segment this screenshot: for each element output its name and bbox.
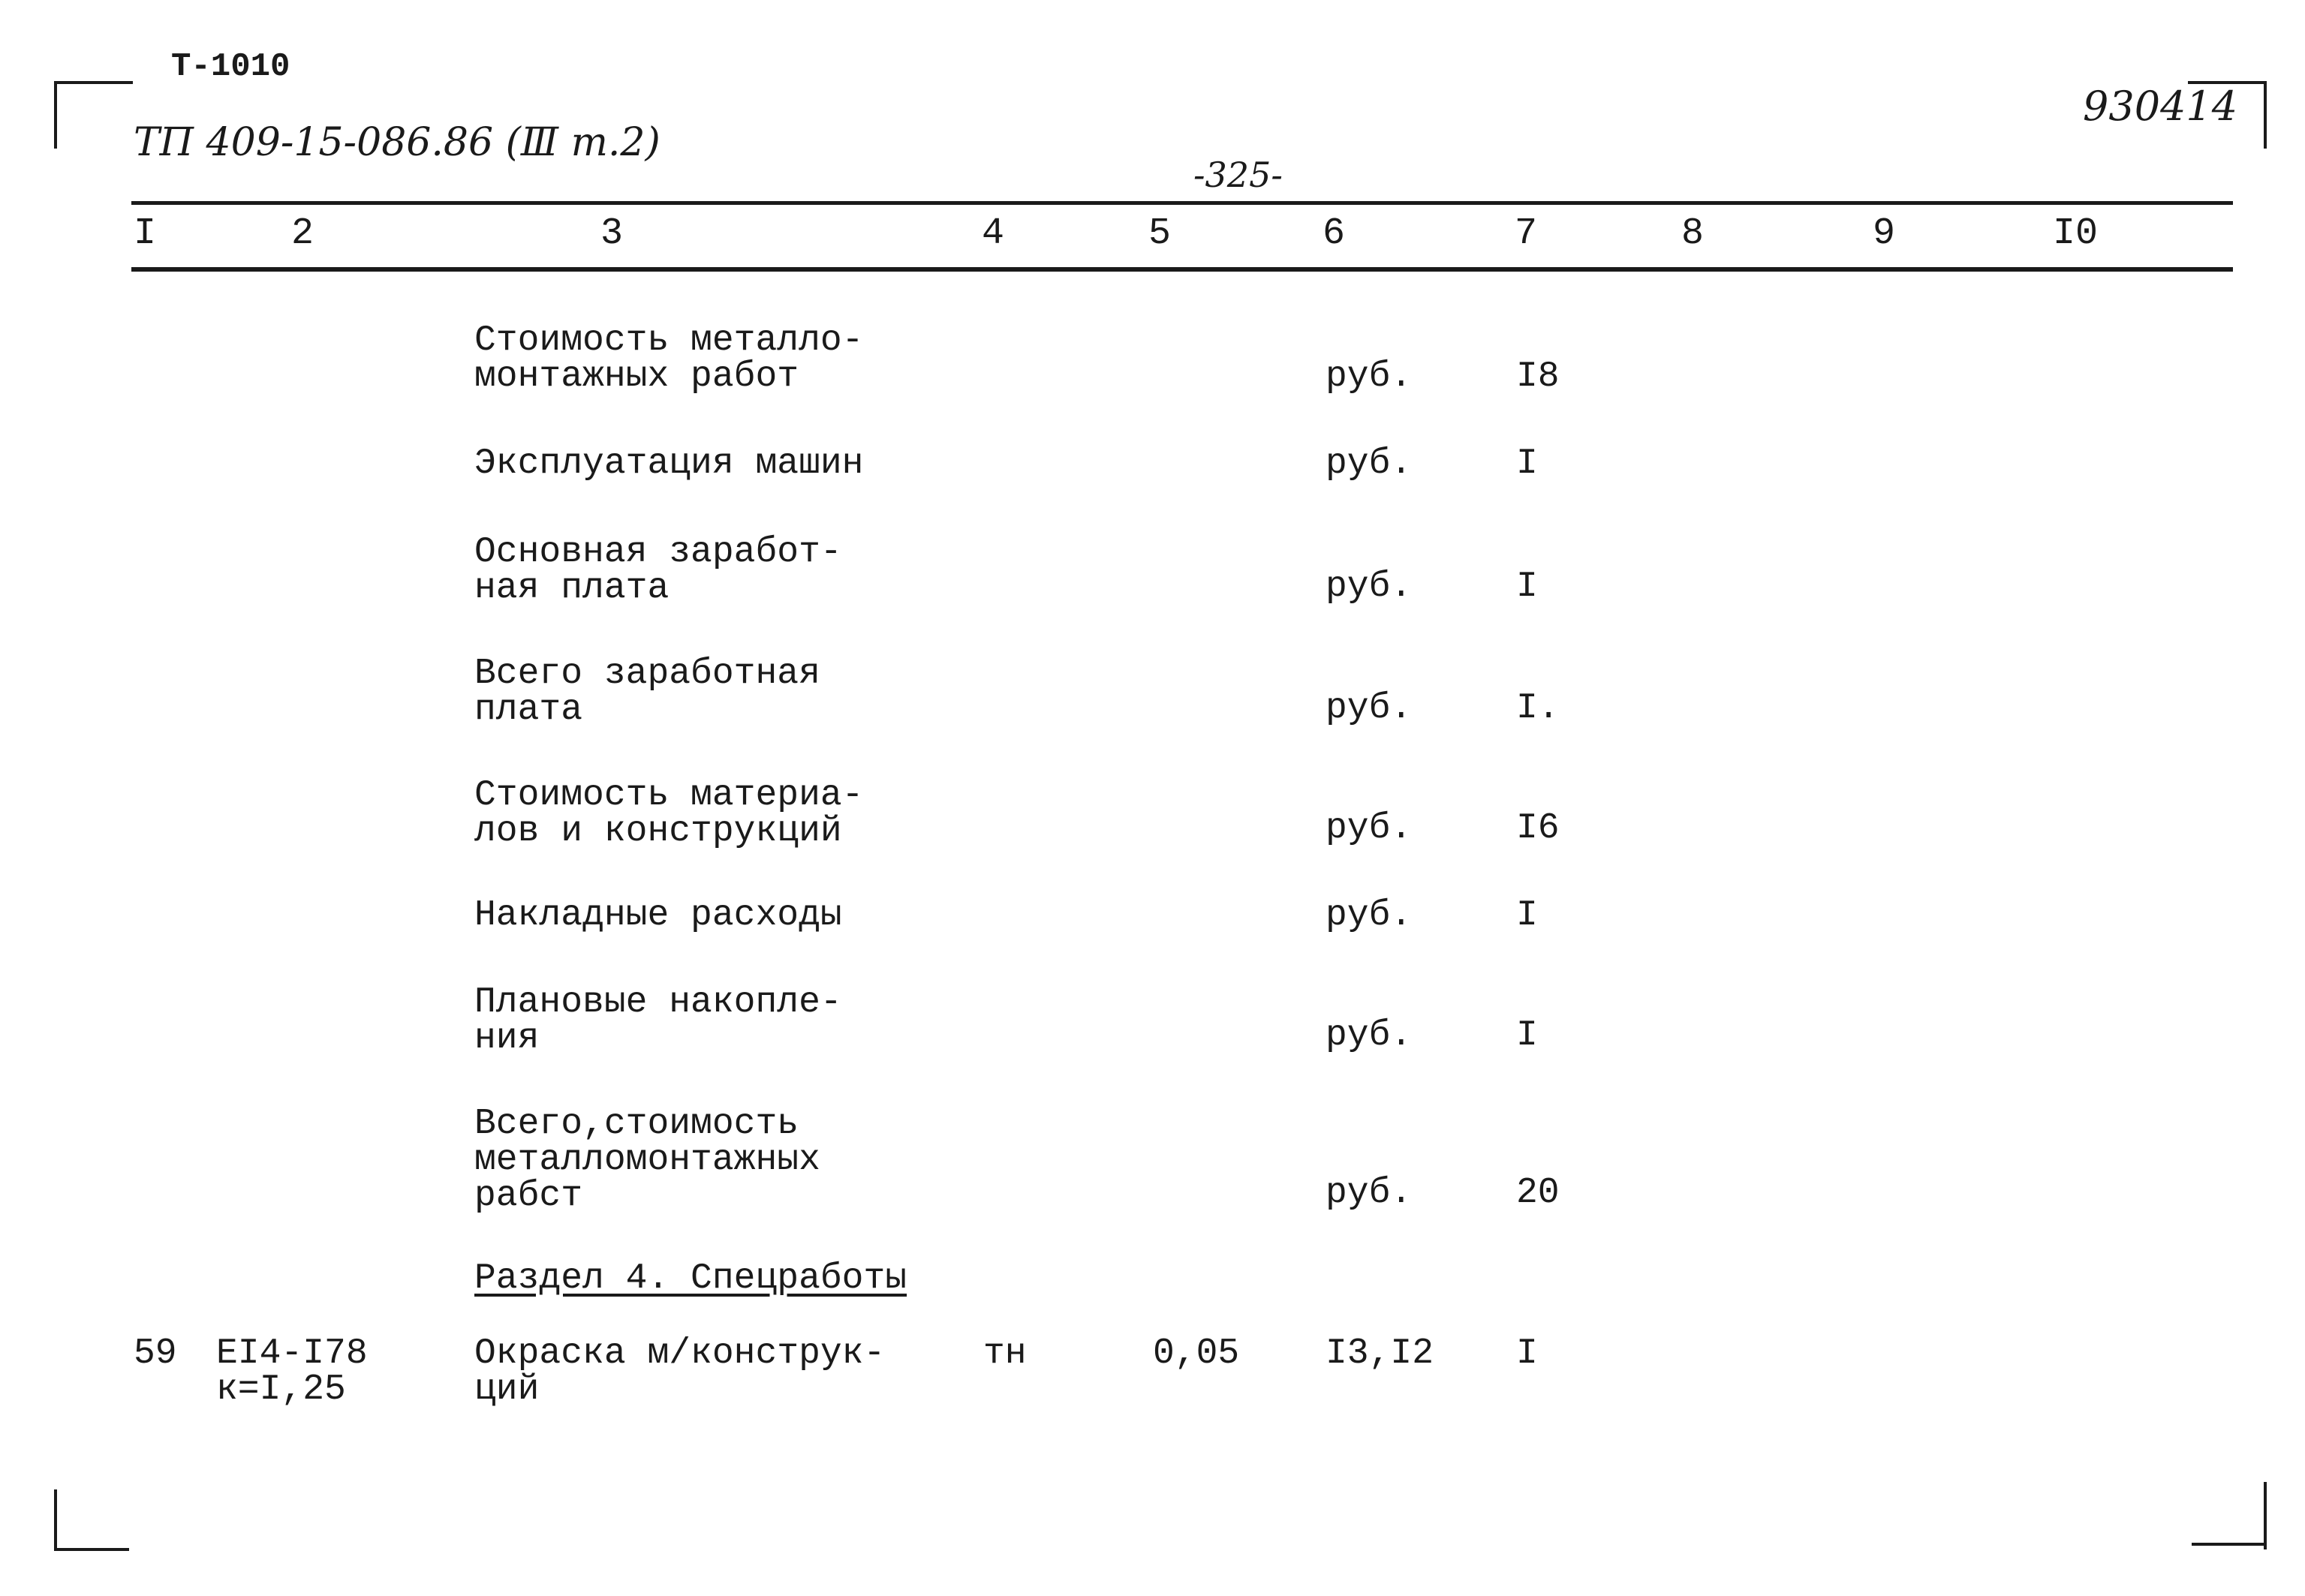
row-description-line: Накладные расходы [474, 895, 842, 936]
column-header-1: I [134, 212, 157, 255]
row-description-line: Всего заработная [474, 654, 820, 694]
column-header-10: I0 [2053, 212, 2099, 255]
row-description [474, 1106, 820, 1214]
page-number: -325- [1193, 155, 1283, 195]
column-header-9: 9 [1873, 212, 1896, 255]
row-unit: руб. [1326, 443, 1413, 484]
item-price: I3,I2 [1326, 1333, 1434, 1374]
corner-mark-top-left-h [54, 81, 133, 84]
item-description-line: ций [474, 1369, 540, 1410]
item-description-line: Окраска м/конструк- [474, 1333, 886, 1374]
row-description-line: лов и конструкций [474, 811, 842, 852]
row-description [474, 982, 842, 1059]
corner-mark-top-left-v [54, 81, 57, 149]
corner-mark-bottom-right-v [2264, 1482, 2267, 1549]
row-description [474, 656, 820, 728]
header-rule-bottom [131, 267, 2233, 272]
row-description-line: Плановые накопле- [474, 982, 842, 1023]
archive-number: 930414 [2083, 83, 2238, 130]
row-value: I [1516, 443, 1538, 484]
row-description-line: Всего,стоимость [474, 1104, 799, 1144]
column-header-7: 7 [1515, 212, 1538, 255]
section-title: Раздел 4. Спецработы [474, 1258, 907, 1299]
column-header-4: 4 [982, 212, 1005, 255]
project-code: ТП 409-15-086.86 (Ⅲ т.2) [134, 120, 661, 165]
corner-mark-bottom-left-h [54, 1548, 129, 1551]
item-quantity: 0,05 [1153, 1333, 1240, 1374]
row-description-line: Стоимость металло- [474, 320, 864, 361]
item-description [474, 1333, 886, 1410]
corner-mark-top-right-v [2264, 81, 2267, 149]
item-total: I [1516, 1333, 1538, 1374]
item-code [216, 1333, 368, 1410]
row-unit: руб. [1326, 567, 1413, 607]
item-unit: тн [983, 1333, 1027, 1374]
row-unit: руб. [1326, 808, 1413, 849]
row-description [474, 443, 864, 484]
row-value: 20 [1516, 1173, 1560, 1213]
item-number: 59 [134, 1333, 177, 1374]
row-description [474, 775, 864, 852]
row-value: I [1516, 567, 1538, 607]
row-description-line: плата [474, 690, 583, 730]
row-description [474, 895, 842, 936]
row-description [474, 320, 864, 397]
item-code-line: EI4-I78 [216, 1333, 368, 1374]
corner-mark-bottom-right-h [2192, 1543, 2267, 1546]
row-description-line: ная плата [474, 568, 670, 609]
row-value: I8 [1516, 356, 1560, 397]
row-description-line: Стоимость материа- [474, 775, 864, 816]
column-header-2: 2 [291, 212, 314, 255]
row-unit: руб. [1326, 1015, 1413, 1056]
row-description [474, 532, 842, 609]
sheet-code: Т-1010 [171, 48, 290, 86]
row-description-line: ния [474, 1018, 540, 1059]
column-header-6: 6 [1323, 212, 1346, 255]
row-value: I [1516, 1015, 1538, 1056]
column-header-5: 5 [1148, 212, 1172, 255]
column-header-8: 8 [1681, 212, 1705, 255]
row-description-line: металломонтажных [474, 1140, 820, 1180]
item-code-line: к=I,25 [216, 1369, 346, 1410]
row-value: I6 [1516, 808, 1560, 849]
row-unit: руб. [1326, 688, 1413, 729]
row-value: I [1516, 895, 1538, 936]
row-value: I. [1516, 688, 1560, 729]
row-unit: руб. [1326, 356, 1413, 397]
row-description-line: монтажных работ [474, 356, 799, 397]
row-description-line: Основная заработ- [474, 532, 842, 573]
row-description-line: Эксплуатация машин [474, 443, 864, 484]
corner-mark-bottom-left-v [54, 1489, 57, 1549]
row-unit: руб. [1326, 1173, 1413, 1213]
row-unit: руб. [1326, 895, 1413, 936]
row-description-line: рабст [474, 1176, 583, 1216]
header-rule-top [131, 201, 2233, 205]
column-header-3: 3 [600, 212, 624, 255]
